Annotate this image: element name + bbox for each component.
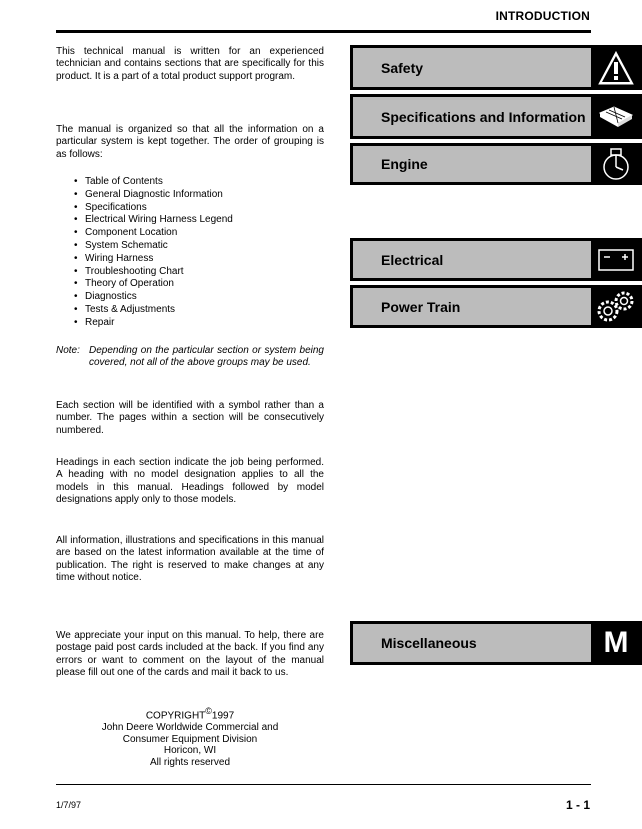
tab-safety[interactable] <box>350 45 642 90</box>
copyright-block <box>56 706 324 768</box>
grouping-list <box>74 176 233 330</box>
list-item: • Component Location <box>74 227 233 240</box>
intro-paragraph-disclaimer: All information, illustrations and specifications in this manual are based on the latest information available at the time of publication. The right is reserved to make changes at any time without notice. <box>56 535 324 583</box>
page-number: 1 - 1 <box>565 798 590 812</box>
tab-label-specifications: Specifications and Information <box>381 108 586 125</box>
intro-paragraph-purpose: This technical manual is written for an experienced technician and contains sections that are specifically for this product. It is a part of a total product support program. <box>56 46 324 82</box>
list-item: • Table of Contents <box>74 176 233 189</box>
list-item: • Electrical Wiring Harness Legend <box>74 214 233 227</box>
list-item: • General Diagnostic Information <box>74 189 233 202</box>
engine-icon <box>593 146 639 182</box>
tab-label-electrical: Electrical <box>381 251 444 268</box>
note-block <box>56 345 324 370</box>
copyright-label: COPYRIGHT <box>145 710 206 722</box>
copyright-company: John Deere Worldwide Commercial and <box>101 721 279 733</box>
copyright-rights: All rights reserved <box>149 756 231 768</box>
intro-paragraph-symbols: Each section will be identified with a symbol rather than a number. The pages within a section will be consecutively numbered. <box>56 400 324 436</box>
note-label: Note: <box>56 345 80 356</box>
misc-letter-icon <box>593 624 639 662</box>
copyright-location: Horicon, WI <box>163 745 217 757</box>
open-book-icon <box>593 97 639 136</box>
tab-label-power-train: Power Train <box>381 298 461 315</box>
list-item: • Specifications <box>74 202 233 215</box>
list-item: • Theory of Operation <box>74 278 233 291</box>
list-item: • Repair <box>74 317 233 330</box>
tab-engine[interactable] <box>350 143 642 185</box>
battery-icon <box>593 241 639 278</box>
note-text: Depending on the particular section or system being covered, not all of the above groups may be used. <box>89 345 324 369</box>
page-header-title: INTRODUCTION <box>495 9 590 23</box>
list-item: • Troubleshooting Chart <box>74 266 233 279</box>
tab-specifications[interactable] <box>350 94 642 139</box>
intro-paragraph-feedback: We appreciate your input on this manual. To help, there are postage paid post cards included at the back. If you find any errors or want to comment on the layout of the manual please fill out one of the cards and mail it back to us. <box>56 630 324 678</box>
tab-label-engine: Engine <box>381 156 428 172</box>
copyright-division: Consumer Equipment Division <box>122 733 258 745</box>
copyright-symbol: © <box>205 706 212 716</box>
list-item: • Wiring Harness <box>74 253 233 266</box>
tab-label-safety: Safety <box>381 59 424 76</box>
list-item: • System Schematic <box>74 240 233 253</box>
tab-miscellaneous[interactable] <box>350 621 642 665</box>
list-item: • Tests & Adjustments <box>74 304 233 317</box>
tab-label-miscellaneous: Miscellaneous <box>381 635 477 651</box>
intro-paragraph-organization: The manual is organized so that all the information on a particular system is kept together. The order of grouping is as follows: <box>56 124 324 160</box>
warning-triangle-icon <box>593 48 639 87</box>
list-item: • Diagnostics <box>74 291 233 304</box>
footer-rule <box>56 784 591 785</box>
intro-paragraph-headings: Headings in each section indicate the job being performed. A heading with no model designation applies to all the models in this manual. Headings followed by model designations apply only to those models. <box>56 457 324 505</box>
copyright-year: 1997 <box>211 710 235 722</box>
gears-icon <box>593 288 639 325</box>
footer-date: 1/7/97 <box>56 800 82 810</box>
tab-power-train[interactable] <box>350 285 642 328</box>
header-rule <box>56 30 591 33</box>
tab-electrical[interactable] <box>350 238 642 281</box>
misc-letter: M <box>603 626 629 659</box>
